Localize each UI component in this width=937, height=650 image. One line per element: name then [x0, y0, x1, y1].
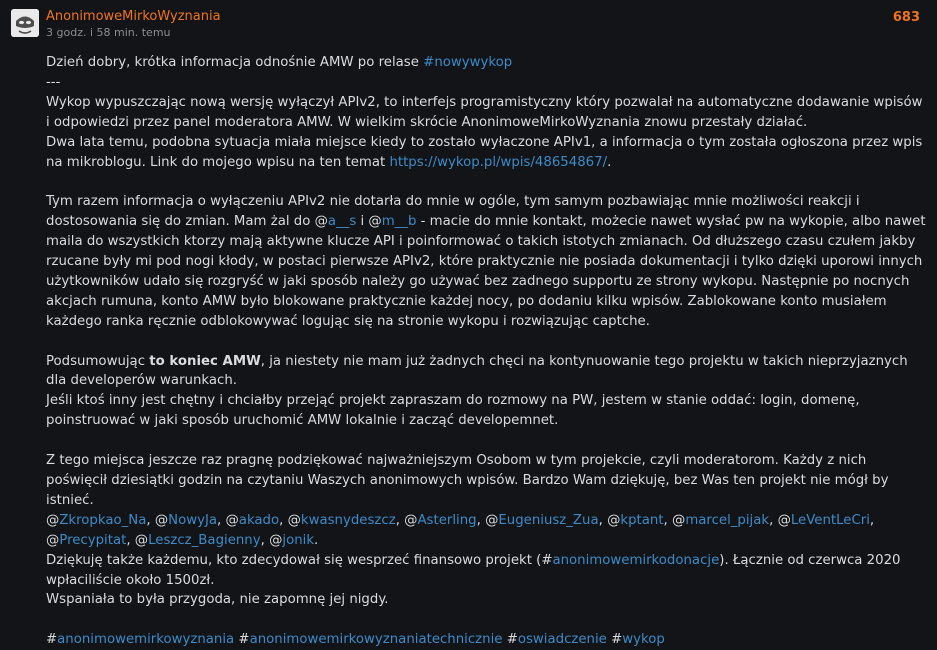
moderator-mentions: @Zkropkao_Na, @NowyJa, @akado, @kwasnydeszcz, @Asterling, @Eugeniusz_Zua, @kptant, @marcel_pijak, @LeVentLeCri, @Precypitat, @Leszcz_Bagienny, @jonik. — [46, 512, 875, 548]
tag-link[interactable]: anonimowemirkowyznania — [57, 632, 235, 648]
text: Wspaniała to była przygoda, nie zapomnę jej nigdy. — [46, 592, 389, 608]
text: Dwa lata temu, podobna sytuacja miała miejsce kiedy to zostało wyłaczone APIv1, a informacja o tym została ogłoszona przez wpis na mikroblogu. Link do mojego wpisu na ten temat — [46, 134, 923, 170]
user-mention[interactable]: kwasnydeszcz — [300, 512, 396, 528]
user-mention[interactable]: jonik — [282, 532, 315, 548]
tag-link[interactable]: anonimowemirkodonacje — [552, 552, 720, 568]
text: Z tego miejsca jeszcze raz pragnę podziękować najważniejszym Osobom w tym projekcie, czyli moderatorom. Każdy z nich poświęcił dziesiątki godzin na czytaniu Waszych anonimowych wpisów. Bardzo Wam dziękuję, bez Was ten projekt nie mógł by istnieć. — [46, 453, 889, 508]
user-mention[interactable]: NowyJa — [168, 512, 218, 528]
text: i @ — [356, 214, 382, 230]
text: Podsumowując — [46, 353, 150, 369]
text: Tym razem informacja o wyłączeniu APIv2 nie dotarła do mnie w ogóle, tym samym pozbawiając mnie możliwości reakcji i dostosowania się do zmian. Mam żal do @ — [46, 194, 860, 230]
text: Dziękuję także każdemu, kto zdecydował się wesprzeć finansowo projekt (# — [46, 552, 553, 568]
avatar[interactable] — [11, 9, 39, 37]
paragraph-intro — [46, 53, 926, 172]
tag-link[interactable]: anonimowemirkowyznaniatechnicznie — [249, 632, 503, 648]
user-mention[interactable]: LeVentLeCri — [790, 512, 870, 528]
user-mention[interactable]: m__b — [381, 214, 417, 230]
bold-text: to koniec AMW — [149, 353, 261, 369]
separator-text: --- — [46, 74, 61, 90]
text: - macie do mnie kontakt, możecie nawet wysłać pw na wykopie, albo nawet maila do wszystkich ktorzy mają aktywne klucze API i poinformować o takich istotych zmianach. Od dłuższego czasu czułem jakby rzucane były mi pod nogi kłody, w postaci pierwsze APIv2, które praktycznie nie posiada dokumentacji i tylko dzięki uporowi innych użytkowników udało się rozgryść w jaki sposób należy go używać bez zadnego supportu ze strony wykopu. Następnie po nocnych akcjach rumuna, konto AMW było blokowane praktycznie każdej nocy, po dodaniu kilku wpisów. Zablokowane konto musiałem każdego ranka ręcznie odblokowywać logując się na stronie wykopu i rozwiązując captche. — [46, 214, 926, 329]
text: ). Łącznie od czerwca 2020 wpłaciliście około 1500zł. — [46, 552, 901, 588]
user-mention[interactable]: kptant — [620, 512, 664, 528]
author-name[interactable]: AnonimoweMirkoWyznania — [46, 9, 221, 24]
user-mention[interactable]: marcel_pijak — [685, 512, 770, 528]
text: Wykop wypuszczając nową wersję wyłączył APIv2, to interfejs programistyczny który pozwalał na automatyczne dodawanie wpisów i odpowiedzi przez panel moderatora AMW. W wielkim skrócie AnonimoweMirkoWyznania znowu przestały działać. — [46, 94, 923, 130]
paragraph-apiv2 — [46, 192, 926, 331]
text: Jeśli ktoś inny jest chętny i chciałby przejąć projekt zapraszam do rozmowy na PW, jestem w stanie oddać: login, domenę, poinstruować w jaki sposób uruchomić AMW lokalnie i zacząć developemnet. — [46, 393, 860, 429]
post-link[interactable]: https://wykop.pl/wpis/48654867/ — [389, 154, 608, 170]
vote-count[interactable]: 683 — [892, 10, 920, 25]
user-mention[interactable]: Asterling — [417, 512, 477, 528]
post-content — [46, 53, 926, 650]
text: , ja niestety nie mam już żadnych chęci na kontynuowanie tego projektu w takich nieprzyjaznych dla developerów warunkach. — [46, 353, 908, 389]
tag-link[interactable]: wykop — [622, 632, 665, 648]
user-mention[interactable]: Zkropkao_Na — [59, 512, 147, 528]
text: . — [607, 154, 612, 170]
user-mention[interactable]: Leszcz_Bagienny — [148, 532, 261, 548]
tag-list: #anonimowemirkowyznania #anonimowemirkowyznaniatechnicznie #oswiadczenie #wykop — [46, 632, 665, 648]
user-mention[interactable]: Precypitat — [59, 532, 127, 548]
post-time[interactable]: 3 godz. i 58 min. temu — [46, 26, 171, 39]
tag-link[interactable]: #nowywykop — [423, 55, 513, 70]
tag-link[interactable]: oswiadczenie — [517, 632, 607, 648]
paragraph-thanks — [46, 451, 926, 610]
text: Dzień dobry, krótka informacja odnośnie AMW po relase — [46, 55, 424, 70]
anonymous-mask-avatar-icon — [11, 9, 39, 37]
user-mention[interactable]: Eugeniusz_Zua — [498, 512, 599, 528]
user-mention[interactable]: akado — [238, 512, 280, 528]
paragraph-summary — [46, 352, 926, 432]
user-mention[interactable]: a__s — [327, 214, 357, 230]
